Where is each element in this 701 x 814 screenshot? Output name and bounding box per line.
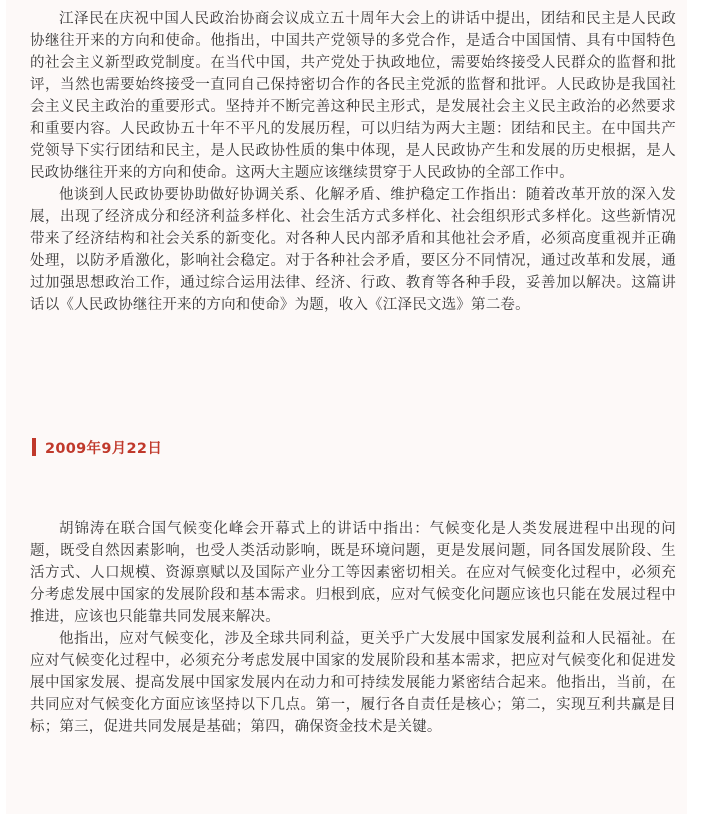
date-accent-bar [32,438,36,456]
section-1-paragraph-2: 他谈到人民政协要协助做好协调关系、化解矛盾、维护稳定工作指出：随着改革开放的深入发展，出现了经济成分和经济利益多样化、社会生活方式多样化、社会组织形式多样化。这些新情况带来了经济结构和社会关系的新变化。对各种人民内部矛盾和其他社会矛盾，必须高度重视并正确处理，以防矛盾激化，影响社会稳定。对于各种社会矛盾，要区分不同情况，通过改革和发展，通过加强思想政治工作，通过综合运用法律、经济、行政、教育等各种手段，妥善加以解决。这篇讲话以《人民政协继往开来的方向和使命》为题，收入《江泽民文选》第二卷。 [30,187,676,313]
date-heading-text: 2009年9月22日 [45,440,163,457]
date-heading [32,437,162,457]
article-section-1 [30,8,676,316]
section-2-paragraph-1: 胡锦涛在联合国气候变化峰会开幕式上的讲话中指出：气候变化是人类发展进程中出现的问题，既受自然因素影响，也受人类活动影响，既是环境问题，更是发展问题，同各国发展阶段、生活方式、人口规模、资源禀赋以及国际产业分工等因素密切相关。在应对气候变化过程中，必须充分考虑发展中国家的发展阶段和基本需求。归根到底，应对气候变化问题应该也只能在发展过程中推进，应该也只能靠共同发展来解决。 [30,521,676,625]
article-section-2 [30,518,676,738]
section-2-paragraph-2: 他指出，应对气候变化，涉及全球共同利益，更关乎广大发展中国家发展利益和人民福祉。在应对气候变化过程中，必须充分考虑发展中国家的发展阶段和基本需求，把应对气候变化和促进发展中国家发展、提高发展中国家发展内在动力和可持续发展能力紧密结合起来。他指出，当前，在共同应对气候变化方面应该坚持以下几点。第一，履行各自责任是核心；第二，实现互利共赢是目标；第三，促进共同发展是基础；第四，确保资金技术是关键。 [30,631,676,735]
section-1-paragraph-1: 江泽民在庆祝中国人民政治协商会议成立五十周年大会上的讲话中提出，团结和民主是人民政协继往开来的方向和使命。他指出，中国共产党领导的多党合作，是适合中国国情、具有中国特色的社会主义新型政党制度。在当代中国，共产党处于执政地位，需要始终接受人民群众的监督和批评，当然也需要始终接受一直同自己保持密切合作的各民主党派的监督和批评。人民政协是我国社会主义民主政治的重要形式。坚持并不断完善这种民主形式，是发展社会主义民主政治的必然要求和重要内容。人民政协五十年不平凡的发展历程，可以归结为两大主题：团结和民主。在中国共产党领导下实行团结和民主，是人民政协性质的集中体现，是人民政协产生和发展的历史根据，是人民政协继往开来的方向和使命。这两大主题应该继续贯穿于人民政协的全部工作中。 [30,11,676,181]
article-page [6,0,687,814]
